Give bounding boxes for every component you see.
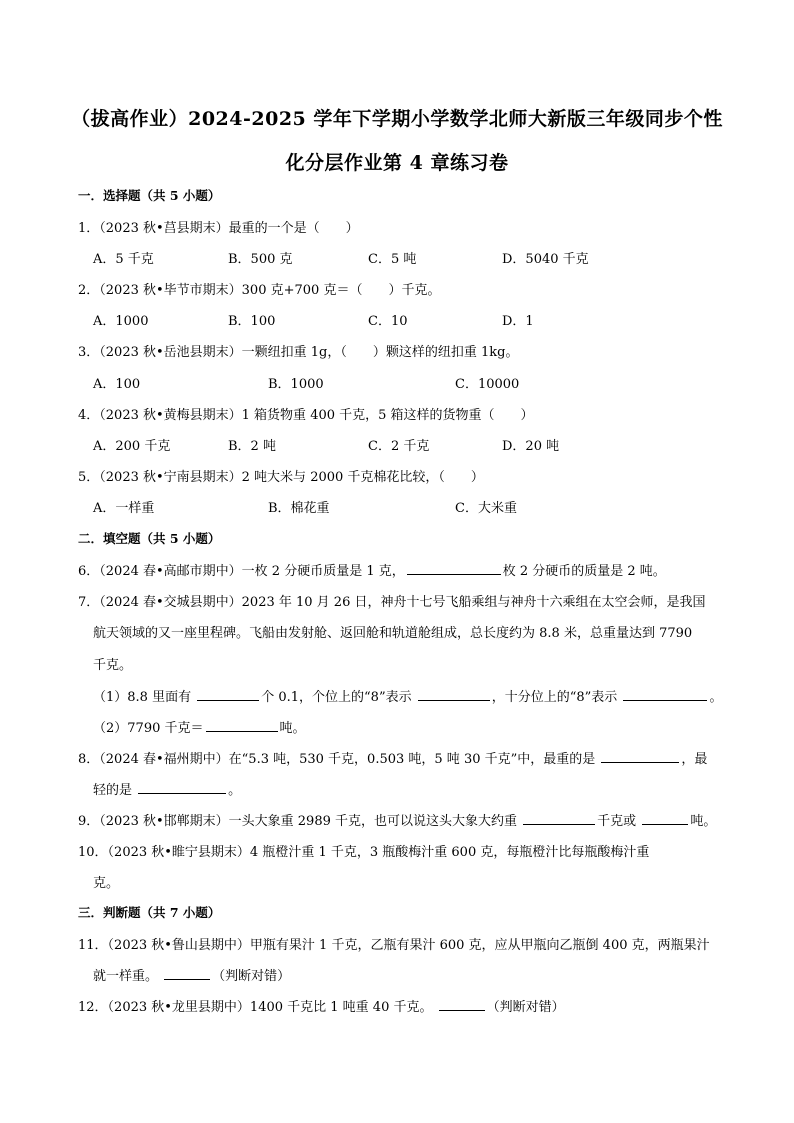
question-11-line-2 <box>93 965 290 984</box>
question-8-line-1 <box>78 748 707 767</box>
question-1-stem: 1．（2023 秋•莒县期末）最重的一个是（ ） <box>78 221 359 236</box>
question-9 <box>78 810 716 829</box>
answer-blank[interactable] <box>623 688 707 701</box>
question-4-stem: 4．（2023 秋•黄梅县期末）1 箱货物重 400 千克，5 箱这样的货物重（ ） <box>78 408 534 423</box>
answer-blank[interactable] <box>601 750 679 763</box>
question-text: 轻的是 <box>93 783 133 798</box>
question-3-option-b: B．1000 <box>268 377 324 392</box>
question-2-option-a: A．1000 <box>93 314 149 329</box>
question-7-subquestion-1 <box>93 686 722 705</box>
question-4-option-d: D．20 吨 <box>502 439 560 454</box>
document-title-line-2: 化分层作业第 4 章练习卷 <box>285 152 509 174</box>
question-3-option-c: C．10000 <box>455 377 520 392</box>
question-12 <box>78 996 565 1015</box>
question-4-option-b: B．2 吨 <box>228 439 276 454</box>
question-10-line-1: 10．（2023 秋•睢宁县期末）4 瓶橙汁重 1 千克，3 瓶酸梅汁重 600 克，每瓶橙汁比每瓶酸梅汁重 <box>78 845 650 860</box>
question-10-line-2: 克。 <box>93 876 120 891</box>
question-6-text-a: 6．（2024 春•高邮市期中）一枚 2 分硬币质量是 1 克， <box>78 564 405 579</box>
subquestion-text: 吨。 <box>279 721 306 736</box>
question-5-stem: 5．（2023 秋•宁南县期末）2 吨大米与 2000 千克棉花比较，（ ） <box>78 470 484 485</box>
question-2-option-b: B．100 <box>228 314 276 329</box>
subquestion-text: ，十分位上的“8”表示 <box>491 690 618 705</box>
question-text: 千克或 <box>597 814 637 829</box>
answer-blank[interactable] <box>439 998 485 1011</box>
question-8-line-2 <box>93 779 241 798</box>
question-1-option-a: A．5 千克 <box>93 252 154 267</box>
answer-blank[interactable] <box>164 967 210 980</box>
question-11-line-1: 11．（2023 秋•鲁山县期中）甲瓶有果汁 1 千克，乙瓶有果汁 600 克，应从甲瓶向乙瓶倒 400 克，两瓶果汁 <box>78 938 710 953</box>
subquestion-text: 。 <box>709 690 723 705</box>
question-5-option-b: B．棉花重 <box>268 501 330 516</box>
question-7-subquestion-2 <box>93 717 306 736</box>
question-text: （判断对错） <box>486 1000 565 1015</box>
question-5-option-c: C．大米重 <box>455 501 517 516</box>
question-3-option-a: A．100 <box>93 377 141 392</box>
question-2-option-c: C．10 <box>368 314 408 329</box>
question-2-option-d: D．1 <box>502 314 534 329</box>
question-text: 就一样重。 <box>93 969 159 984</box>
subquestion-text: （2）7790 千克＝ <box>93 721 204 736</box>
question-7-line-1: 7．（2024 春•交城县期中）2023 年 10 月 26 日，神舟十七号飞船乘组与神舟十六乘组在太空会师，是我国 <box>78 595 706 610</box>
question-text: ，最 <box>681 752 708 767</box>
section-heading-fill: 二．填空题（共 5 小题） <box>78 531 221 546</box>
section-heading-choice: 一．选择题（共 5 小题） <box>78 188 221 203</box>
question-1-option-d: D．5040 千克 <box>502 252 589 267</box>
question-7-line-3: 千克。 <box>93 658 133 673</box>
answer-blank[interactable] <box>523 812 595 825</box>
question-text: 9．（2023 秋•邯郸期末）一头大象重 2989 千克，也可以说这头大象大约重 <box>78 814 518 829</box>
answer-blank[interactable] <box>206 719 278 732</box>
question-4-option-c: C．2 千克 <box>368 439 430 454</box>
answer-blank[interactable] <box>418 688 490 701</box>
question-4-option-a: A．200 千克 <box>93 439 171 454</box>
section-heading-judge: 三．判断题（共 7 小题） <box>78 905 221 920</box>
document-title-line-1: （拔高作业）2024-2025 学年下学期小学数学北师大新版三年级同步个性 <box>71 108 723 130</box>
question-3-stem: 3．（2023 秋•岳池县期末）一颗纽扣重 1g，（ ）颗这样的纽扣重 1kg。 <box>78 345 519 360</box>
answer-blank[interactable] <box>407 562 501 575</box>
subquestion-text: 个 0.1，个位上的“8”表示 <box>261 690 412 705</box>
question-text: 吨。 <box>690 814 717 829</box>
answer-blank[interactable] <box>642 812 688 825</box>
question-1-option-c: C．5 吨 <box>368 252 417 267</box>
question-text: 。 <box>228 783 242 798</box>
subquestion-text: （1）8.8 里面有 <box>93 690 192 705</box>
answer-blank[interactable] <box>138 781 226 794</box>
question-text: 8．（2024 春•福州期中）在“5.3 吨，530 千克，0.503 吨，5 吨 30 千克”中，最重的是 <box>78 752 596 767</box>
question-1-option-b: B．500 克 <box>228 252 293 267</box>
question-text: 12．（2023 秋•龙里县期中）1400 千克比 1 吨重 40 千克。 <box>78 1000 433 1015</box>
question-7-line-2: 航天领域的又一座里程碑。飞船由发射舱、返回舱和轨道舱组成，总长度约为 8.8 米，总重量达到 7790 <box>93 626 693 641</box>
question-2-stem: 2．（2023 秋•毕节市期末）300 克+700 克＝（ ）千克。 <box>78 283 441 298</box>
question-6 <box>78 560 666 579</box>
answer-blank[interactable] <box>197 688 259 701</box>
question-text: （判断对错） <box>212 969 291 984</box>
question-6-text-b: 枚 2 分硬币的质量是 2 吨。 <box>502 564 666 579</box>
question-5-option-a: A．一样重 <box>93 501 155 516</box>
